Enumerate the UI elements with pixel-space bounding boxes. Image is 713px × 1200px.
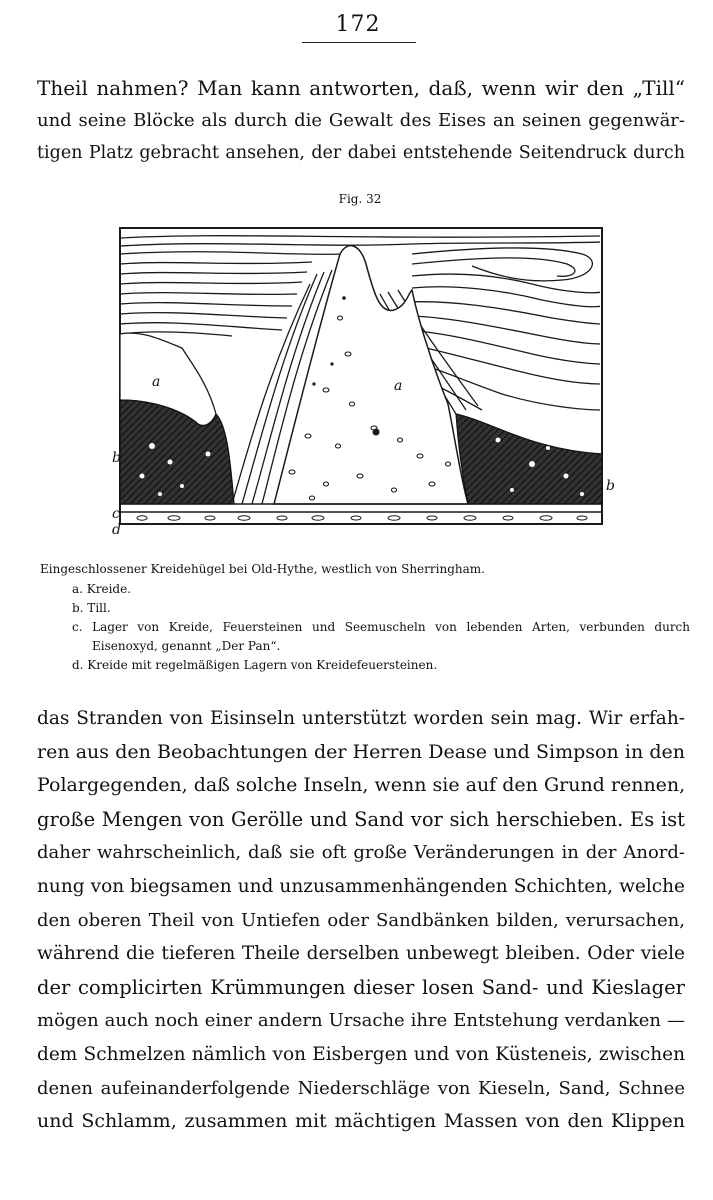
caption-item-b: b. Till. [72,601,111,615]
caption-item-c: c. Lager von Kreide, Feuersteinen und Seemuscheln von lebenden Arten, verbunden durch [72,620,690,634]
text-line: und seine Blöcke als durch die Gewalt des Eises an seinen gegenwär- [37,109,685,131]
label-b-left: b [112,450,121,466]
figure-label: Fig. 32 [338,192,382,206]
caption-item-c-continued: Eisenoxyd, genannt „Der Pan“. [92,639,281,653]
caption-item-d: d. Kreide mit regelmäßigen Lagern von Kreidefeuersteinen. [72,658,438,672]
text-line: große Mengen von Gerölle und Sand vor sich herschieben. Es ist [37,807,685,831]
figure-caption [40,558,690,675]
text-line: nung von biegsamen und unzusammenhängenden Schichten, welche [37,875,685,897]
caption-item-a: a. Kreide. [72,582,132,596]
text-line: dem Schmelzen nämlich von Eisbergen und von Küsteneis, zwischen [37,1043,685,1065]
text-line: denen aufeinanderfolgende Niederschläge von Kieseln, Sand, Schnee [37,1077,685,1099]
label-a-left: a [152,374,161,390]
label-a-center: a [394,378,403,394]
label-c: c [112,506,120,522]
text-line: Theil nahmen? Man kann antworten, daß, wenn wir den „Till“ [37,76,685,100]
text-line: den oberen Theil von Untiefen oder Sandbänken bilden, verursachen, [37,909,685,931]
text-line: und Schlamm, zusammen mit mächtigen Massen von den Klippen [37,1110,685,1133]
text-line: ren aus den Beobachtungen der Herren Dease und Simpson in den [37,740,685,763]
caption-title: Eingeschlossener Kreidehügel bei Old-Hythe, westlich von Sherringham. [40,562,485,576]
geological-figure [112,214,615,548]
text-line: Polargegenden, daß solche Inseln, wenn sie auf den Grund rennen, [37,774,686,797]
label-d: d [112,522,121,538]
text-line: mögen auch noch einer andern Ursache ihre Entstehung verdanken — [37,1010,685,1032]
paragraph-bottom [37,702,685,1162]
till-left [120,400,234,504]
text-line: daher wahrscheinlich, daß sie oft große Veränderungen in der Anord- [37,842,685,864]
text-line: das Stranden von Eisinseln unterstützt worden sein mag. Wir erfah- [37,708,685,729]
paragraph-top [37,72,685,170]
text-line: während die tieferen Theile derselben unbewegt bleiben. Oder viele [37,943,685,965]
text-line: tigen Platz gebracht ansehen, der dabei entstehende Seitendruck durch [37,143,685,163]
page-number: 172 [335,12,381,37]
text-line: der complicirten Krümmungen dieser losen Sand- und Kieslager [37,975,685,999]
page-number-rule [302,42,416,43]
label-b-right: b [606,478,615,494]
